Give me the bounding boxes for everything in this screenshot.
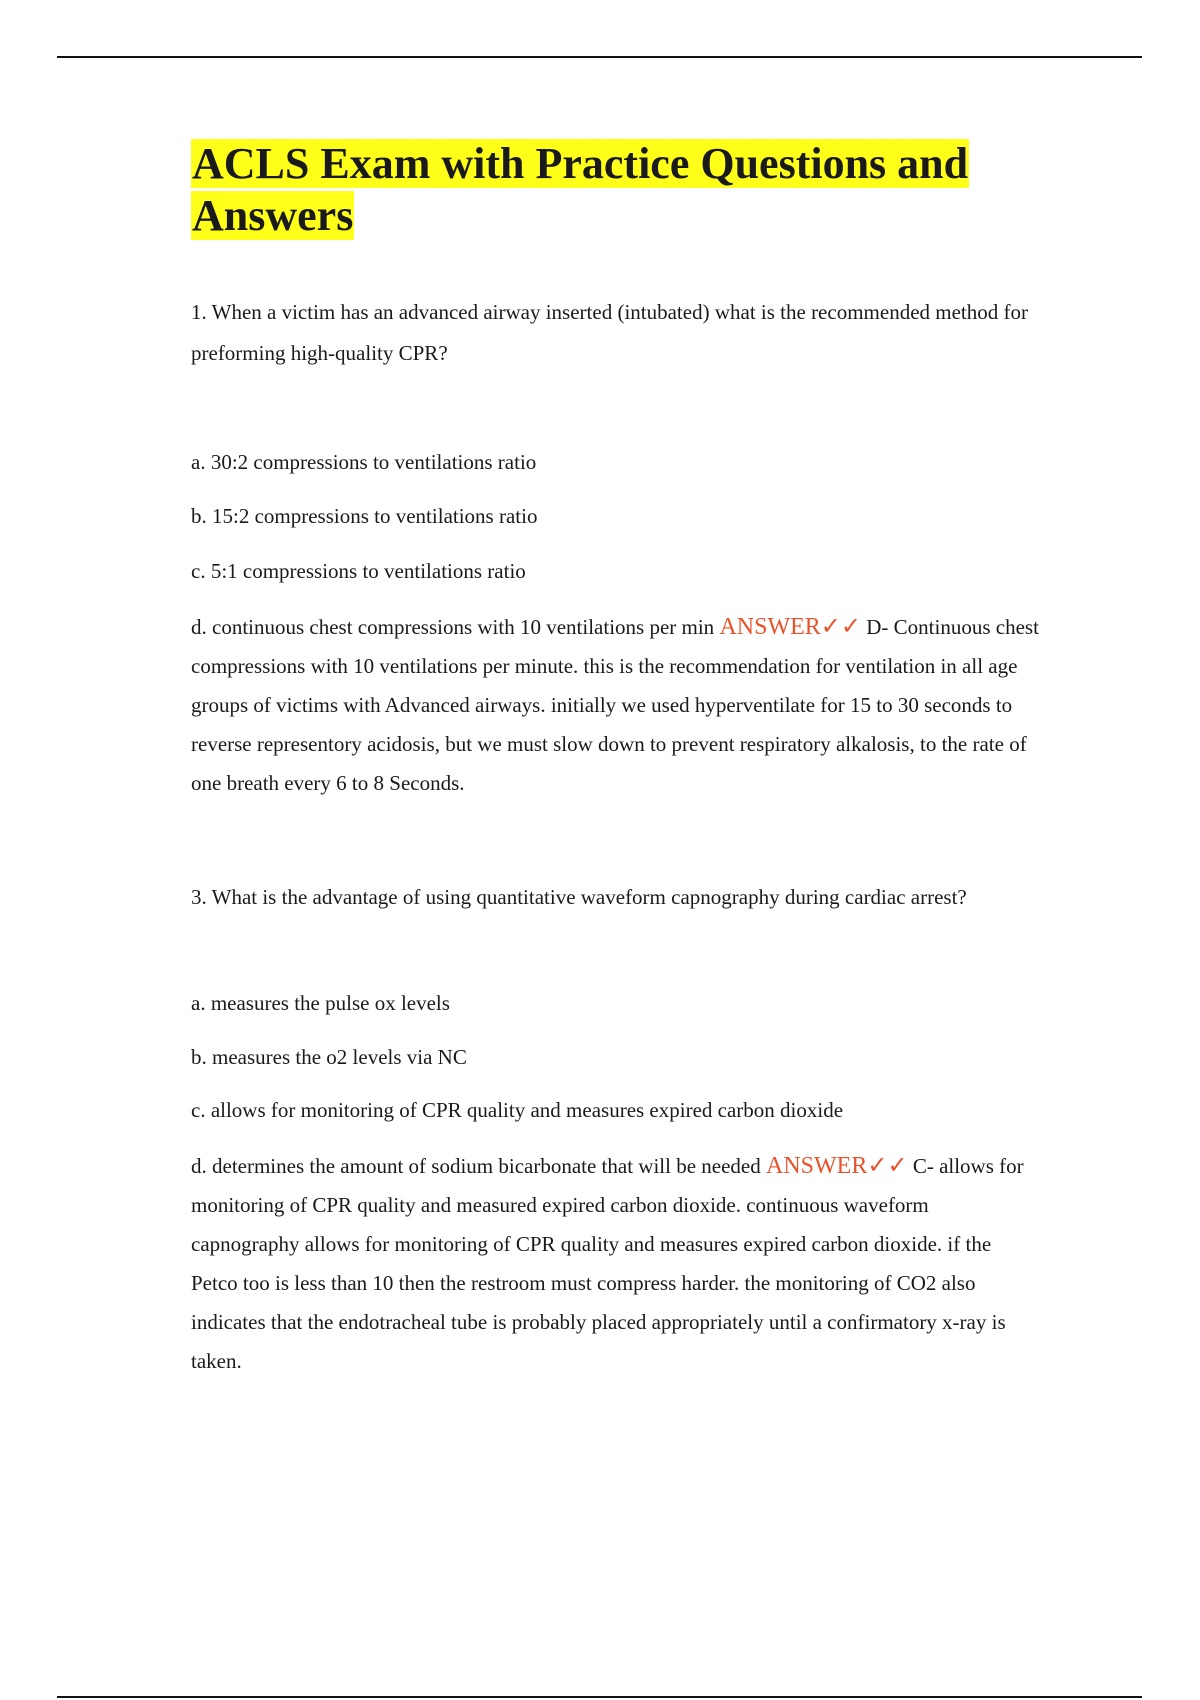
bottom-rule: [57, 1696, 1142, 1698]
question-3-option-d: d. determines the amount of sodium bicarbonate that will be needed: [191, 1154, 761, 1178]
question-3-option-b: b. measures the o2 levels via NC: [191, 1045, 467, 1069]
question-3-option-d-with-answer: [191, 1147, 1041, 1381]
title-highlight: ACLS Exam with Practice Questions and Answers: [192, 139, 969, 240]
question-1-option-a: a. 30:2 compressions to ventilations ratio: [191, 450, 537, 474]
question-1-answer-text: D- Continuous chest compressions with 10 ventilations per minute. this is the recommendation for ventilation in all age groups of victims with Advanced airways. initially we used hyperventilate for 15 to 30 seconds to reverse representory acidosis, but we must slow down to prevent respiratory alkalosis, to the rate of one breath every 6 to 8 Seconds.: [191, 615, 1039, 795]
question-1-answer-label: ANSWER✓✓: [719, 614, 861, 640]
question-1-option-b: b. 15:2 compressions to ventilations ratio: [191, 504, 538, 528]
question-1-option-d: d. continuous chest compressions with 10 ventilations per min: [191, 615, 715, 639]
document-body: [191, 138, 1041, 1381]
question-3-option-c: c. allows for monitoring of CPR quality and measures expired carbon dioxide: [191, 1098, 844, 1122]
question-1-option-d-with-answer: [191, 608, 1041, 803]
document-title: [191, 138, 1041, 242]
question-3-text: 3. What is the advantage of using quantitative waveform capnography during cardiac arrest?: [191, 885, 967, 909]
question-3-option-a: a. measures the pulse ox levels: [191, 991, 450, 1015]
question-3-answer-label: ANSWER✓✓: [766, 1153, 908, 1179]
question-1-option-c: c. 5:1 compressions to ventilations ratio: [191, 559, 526, 583]
top-rule: [57, 56, 1142, 58]
question-1-text: 1. When a victim has an advanced airway inserted (intubated) what is the recommended method for preforming high-quality CPR?: [191, 300, 1028, 365]
question-3-answer-text: C- allows for monitoring of CPR quality and measured expired carbon dioxide. continuous waveform capnography allows for monitoring of CPR quality and measures expired carbon dioxide. if the Petco too is less than 10 then the restroom must compress harder. the monitoring of CO2 also indicates that the endotracheal tube is probably placed appropriately until a confirmatory x-ray is taken.: [191, 1154, 1024, 1373]
